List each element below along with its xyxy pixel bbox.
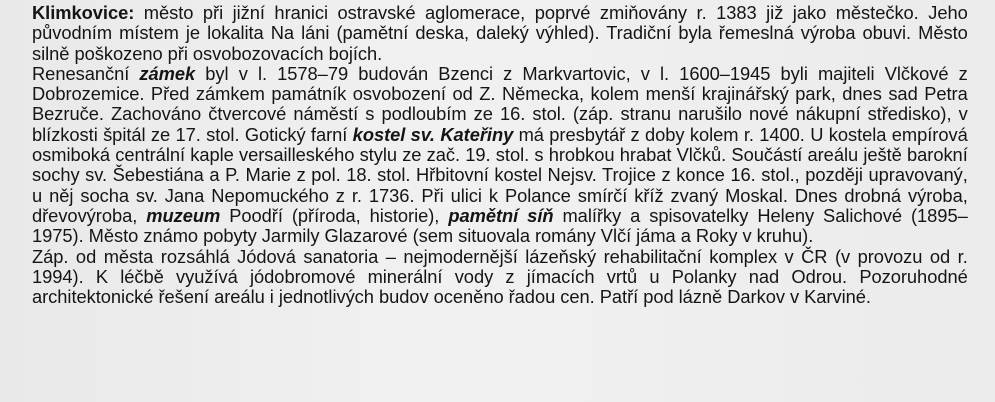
keyword-pametni-sin: pamětní síň <box>448 204 554 226</box>
article-text <box>32 3 968 307</box>
history-text-b: byl v l. 1578–79 budován Bzenci z Markvartovic, v l. 1600–1945 byli majiteli Vlčkové z Dobrozemice. Před zámkem památník osvobození od Z. Německa, kolem menší krajinářský park, dnes sad Petra Bezruče. Zachováno čtvercové náměstí s podloubím ze 16. stol. (záp. stranu narušilo nové nákupní středisko), v blízkosti špitál ze 17. stol. Gotický farní <box>32 62 968 145</box>
paragraph-sanatoria <box>32 247 968 308</box>
keyword-zamek: zámek <box>139 62 196 84</box>
history-text-c: má presbytář z doby kolem r. 1400. U kostela empírová osmiboká centrální kaple versailleského stylu ze zač. 19. stol. s hrobkou hrabat Vlčků. Součástí areálu ještě barokní sochy sv. Šebestiána a P. Marie z pol. 18. stol. Hřbitovní kostel Nejsv. Trojice z konce 16. stol., později upravovaný, u něj socha sv. Jana Nepomuckého z r. 1736. Při ulici k Polance smírčí kříž zvaný Moskal. Dnes drobná výroba, dřevovýroba, <box>32 123 968 226</box>
keyword-muzeum: muzeum <box>146 204 221 226</box>
history-text-d: Poodří (příroda, historie), <box>220 204 449 226</box>
history-text-a: Renesanční <box>32 62 140 84</box>
entry-title: Klimkovice: <box>32 2 135 23</box>
intro-text: město při jižní hranici ostravské aglomerace, poprvé zmiňovány r. 1383 již jako městečko. Jeho původním místem je lokalita Na láni (pamětní deska, daleký výhled). Tradiční byla řemeslná výroba obuvi. Město silně poškozeno při osvobozovacích bojích. <box>32 2 968 64</box>
keyword-kostel: kostel sv. Kateřiny <box>352 123 514 145</box>
sanatoria-text: Záp. od města rozsáhlá Jódová sanatoria – nejmodernější lázeňský rehabilitační komplex v ČR (v provozu od r. 1994). K léčbě využívá jódobromové minerální vody z jímacích vrtů u Polanky nad Odrou. Pozoruhodné architektonické řešení areálu i jednotlivých budov oceněno řadou cen. Patří pod lázně Darkov v Karviné. <box>32 245 968 308</box>
paragraph-history <box>32 64 968 247</box>
history-text-e: malířky a spisovatelky Heleny Salichové (1895–1975). Město známo pobyty Jarmily Glazarové (sem situovala romány Vlčí jáma a Roky v kruhu). <box>32 204 968 247</box>
paragraph-intro <box>32 3 968 64</box>
